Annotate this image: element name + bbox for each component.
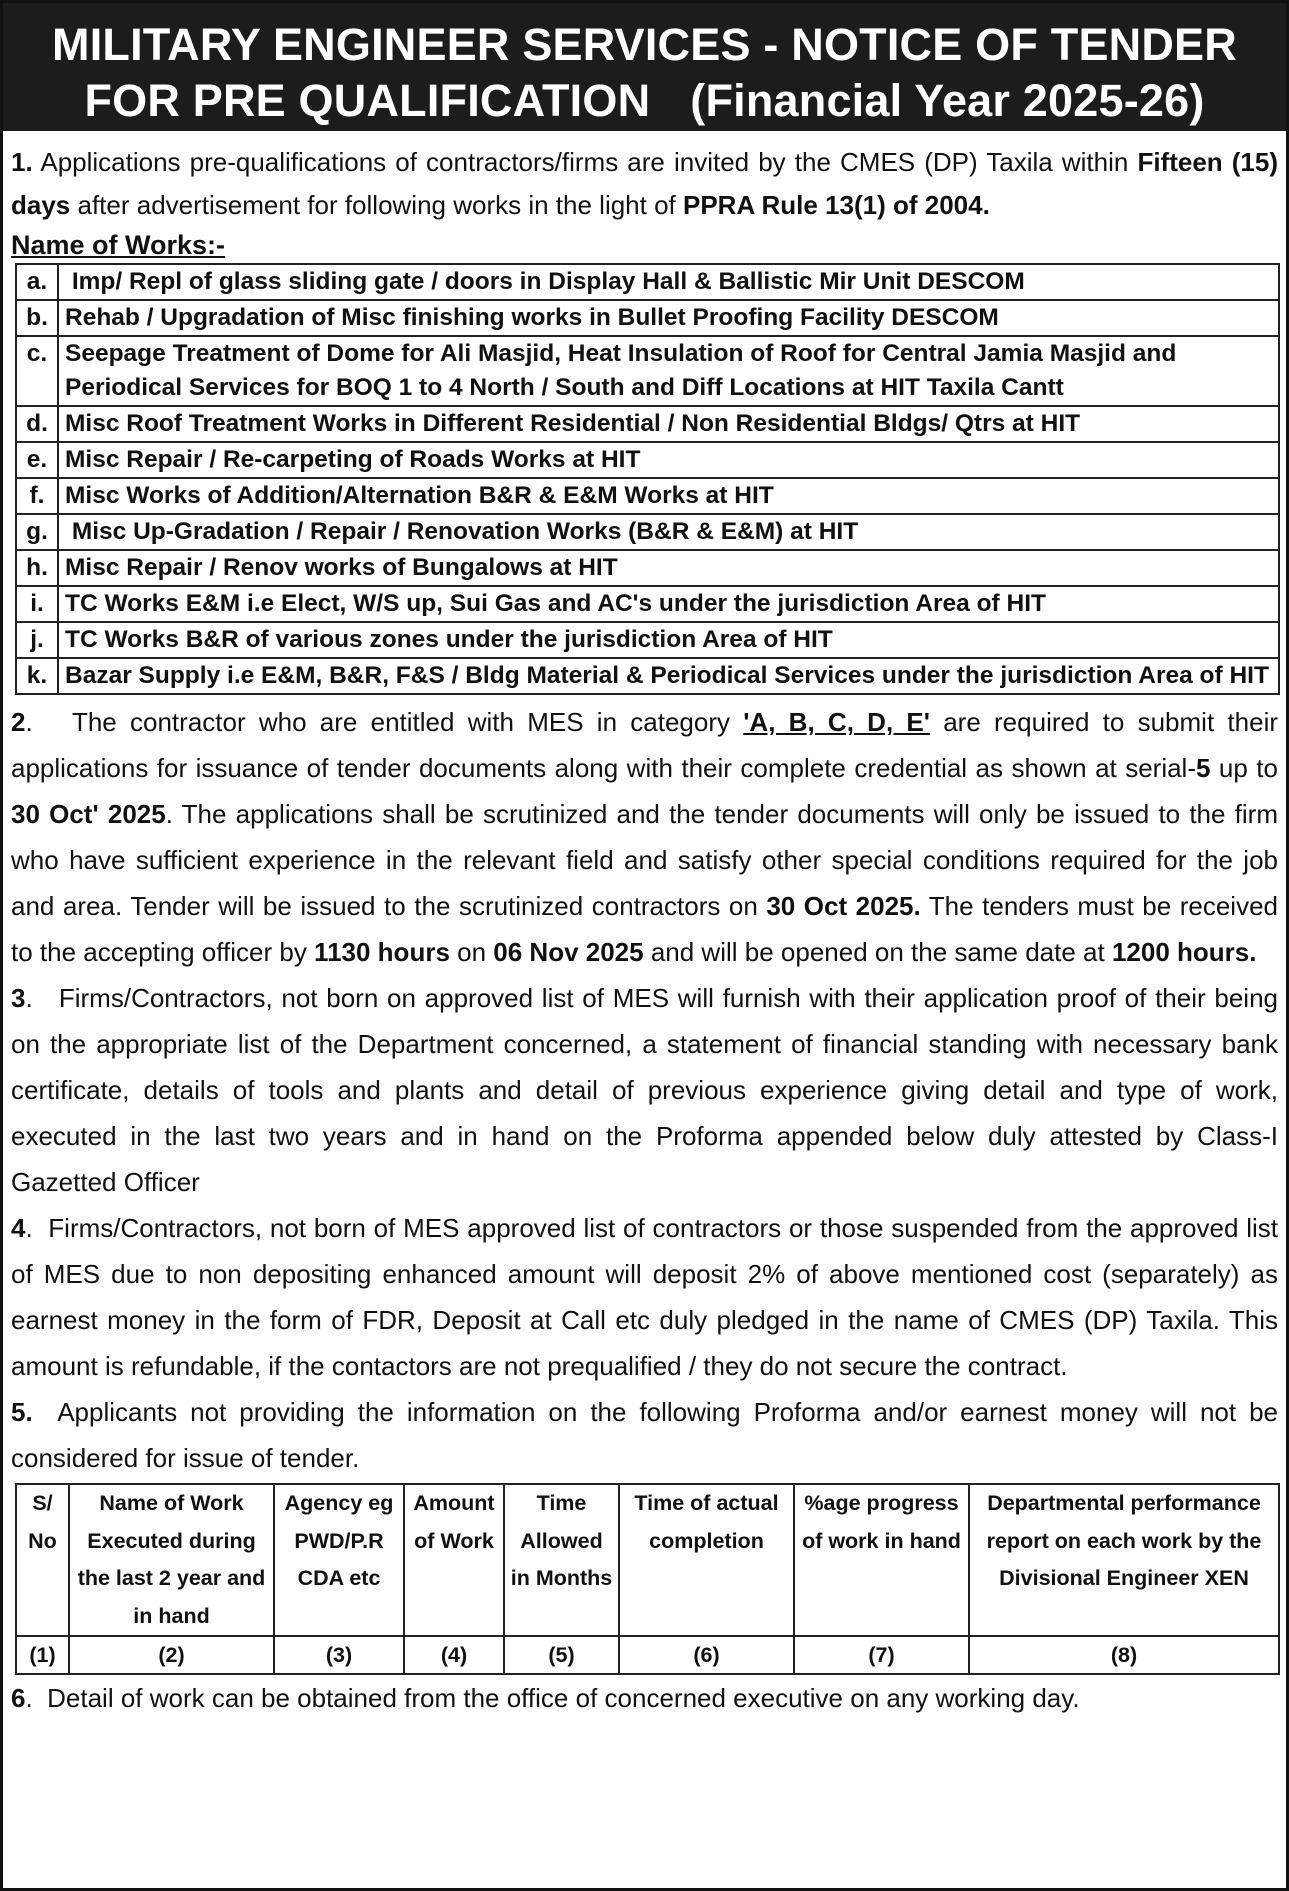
proforma-column-header: Departmental performance report on each work by the Divisional Engineer XEN — [969, 1484, 1279, 1636]
proforma-column-number: (5) — [504, 1636, 619, 1674]
proforma-column-number: (1) — [16, 1636, 69, 1674]
header-title-prequalification: FOR PRE QUALIFICATION — [84, 75, 651, 126]
paragraph-4 — [11, 1205, 1286, 1389]
work-item-row — [16, 514, 1279, 550]
proforma-column-number: (6) — [619, 1636, 794, 1674]
work-item-letter: a. — [16, 264, 58, 300]
works-table — [15, 263, 1280, 695]
work-item-row — [16, 586, 1279, 622]
work-item-row — [16, 406, 1279, 442]
work-item-letter: h. — [16, 550, 58, 586]
work-item-row — [16, 658, 1279, 694]
paragraph-1-deadline: Fifteen (15) days — [11, 147, 1278, 220]
work-item-description: Seepage Treatment of Dome for Ali Masjid, Heat Insulation of Roof for Central Jamia Masjid and Periodical Services for BOQ 1 to 4 North / South and Diff Locations at HIT Taxila Cantt — [58, 336, 1279, 406]
proforma-column-number: (4) — [404, 1636, 504, 1674]
paragraph-1-text-a: Applications pre-qualifications of contractors/firms are invited by the CMES (DP) Taxila within — [32, 147, 1138, 177]
paragraph-1-number: 1. — [11, 147, 33, 177]
paragraph-2-text-g: and will be opened on the same date at — [643, 937, 1112, 967]
work-item-row — [16, 336, 1279, 406]
paragraph-2-text-c: up to — [1210, 753, 1286, 783]
header-title-line-1: MILITARY ENGINEER SERVICES - NOTICE OF TENDER — [52, 19, 1237, 70]
notice-header — [3, 3, 1286, 131]
paragraph-5 — [11, 1389, 1286, 1481]
proforma-column-number: (3) — [274, 1636, 404, 1674]
work-item-description: Misc Works of Addition/Alternation B&R & E&M Works at HIT — [58, 478, 1279, 514]
work-item-letter: e. — [16, 442, 58, 478]
work-item-letter: j. — [16, 622, 58, 658]
proforma-column-header: Time Allowed in Months — [504, 1484, 619, 1636]
work-item-letter: b. — [16, 300, 58, 336]
proforma-column-header: Agency eg PWD/P.R CDA etc — [274, 1484, 404, 1636]
work-item-description: Misc Up-Gradation / Repair / Renovation Works (B&R & E&M) at HIT — [58, 514, 1279, 550]
paragraph-2-text-f: on — [449, 937, 494, 967]
paragraph-2 — [11, 699, 1286, 975]
paragraph-2-opening-time: 1200 hours. — [1111, 937, 1257, 967]
work-item-letter: k. — [16, 658, 58, 694]
paragraph-3 — [11, 975, 1286, 1205]
paragraph-6 — [11, 1675, 1278, 1721]
proforma-column-header: Name of Work Executed during the last 2 year and in hand — [69, 1484, 274, 1636]
work-item-description: TC Works B&R of various zones under the jurisdiction Area of HIT — [58, 622, 1279, 658]
paragraph-2-text-b: are required to submit their applications for issuance of tender documents along with their complete credential as shown at serial- — [11, 707, 1286, 783]
notice-body — [3, 131, 1286, 1721]
paragraph-1 — [11, 141, 1278, 227]
work-item-description: Misc Repair / Re-carpeting of Roads Works at HIT — [58, 442, 1279, 478]
work-item-row — [16, 300, 1279, 336]
works-heading: Name of Works:- — [11, 230, 226, 260]
proforma-header-row — [16, 1484, 1279, 1636]
paragraph-3-text: . Firms/Contractors, not born on approved list of MES will furnish with their application proof of their being on the appropriate list of the Department concerned, a statement of financial standing with necessary bank certificate, details of tools and plants and detail of previous experience giving detail and type of work, executed in the last two years and in hand on the Proforma appended below duly attested by Class-I Gazetted Officer — [11, 983, 1286, 1197]
paragraph-4-number: 4 — [11, 1213, 26, 1243]
paragraph-2-application-date: 30 Oct' 2025 — [11, 799, 166, 829]
proforma-table — [15, 1483, 1280, 1675]
work-item-letter: g. — [16, 514, 58, 550]
paragraph-2-number: 2 — [11, 707, 26, 737]
paragraph-6-number: 6 — [11, 1683, 26, 1713]
paragraph-1-text-b: after advertisement for following works in the light of — [70, 190, 683, 220]
proforma-column-header: %age progress of work in hand — [794, 1484, 969, 1636]
work-item-letter: i. — [16, 586, 58, 622]
proforma-column-number: (2) — [69, 1636, 274, 1674]
work-item-letter: f. — [16, 478, 58, 514]
header-financial-year: (Financial Year 2025-26) — [690, 75, 1205, 126]
work-item-row — [16, 478, 1279, 514]
proforma-column-header: Amount of Work — [404, 1484, 504, 1636]
work-item-row — [16, 442, 1279, 478]
proforma-column-number: (8) — [969, 1636, 1279, 1674]
paragraph-5-number: 5. — [11, 1397, 33, 1427]
paragraph-2-receive-date: 06 Nov 2025 — [493, 937, 644, 967]
paragraph-4-text: . Firms/Contractors, not born of MES approved list of contractors or those suspended from the approved list of MES due to non depositing enhanced amount will deposit 2% of above mentioned cost (separately) as earnest money in the form of FDR, Deposit at Call etc duly pledged in the name of CMES (DP) Taxila. This amount is refundable, if the contactors are not prequalified / they do not secure the contract. — [11, 1213, 1286, 1381]
proforma-column-header: S/ No — [16, 1484, 69, 1636]
work-item-description: Bazar Supply i.e E&M, B&R, F&S / Bldg Material & Periodical Services under the jurisdiction Area of HIT — [58, 658, 1279, 694]
proforma-column-header: Time of actual completion — [619, 1484, 794, 1636]
paragraph-2-serial: 5 — [1196, 753, 1211, 783]
paragraph-2-issue-date: 30 Oct 2025. — [766, 891, 921, 921]
paragraph-2-text-a: . The contractor who are entitled with MES in category — [25, 707, 744, 737]
paragraph-3-number: 3 — [11, 983, 26, 1013]
work-item-row — [16, 622, 1279, 658]
proforma-number-row — [16, 1636, 1279, 1674]
work-item-row — [16, 264, 1279, 300]
paragraph-1-rule: PPRA Rule 13(1) of 2004. — [683, 190, 990, 220]
work-item-description: Misc Repair / Renov works of Bungalows at HIT — [58, 550, 1279, 586]
paragraph-2-text-d: . The applications shall be scrutinized and the tender documents will only be issued to the firm who have sufficient experience in the relevant field and satisfy other special conditions required for the job and area. Tender will be issued to the scrutinized contractors on — [11, 799, 1286, 921]
work-item-description: Imp/ Repl of glass sliding gate / doors in Display Hall & Ballistic Mir Unit DESCOM — [58, 264, 1279, 300]
work-item-letter: d. — [16, 406, 58, 442]
paragraph-6-text: . Detail of work can be obtained from the office of concerned executive on any working day. — [25, 1683, 1080, 1713]
work-item-row — [16, 550, 1279, 586]
paragraph-5-text: Applicants not providing the information on the following Proforma and/or earnest money will not be considered for issue of tender. — [11, 1397, 1286, 1473]
paragraph-2-categories: 'A, B, C, D, E' — [743, 707, 930, 737]
paragraph-2-text-e: The tenders must be received to the accepting officer by — [11, 891, 1286, 967]
work-item-description: Rehab / Upgradation of Misc finishing works in Bullet Proofing Facility DESCOM — [58, 300, 1279, 336]
work-item-description: Misc Roof Treatment Works in Different Residential / Non Residential Bldgs/ Qtrs at HIT — [58, 406, 1279, 442]
work-item-letter: c. — [16, 336, 58, 406]
work-item-description: TC Works E&M i.e Elect, W/S up, Sui Gas and AC's under the jurisdiction Area of HIT — [58, 586, 1279, 622]
header-title-line-2 — [13, 73, 1276, 129]
paragraph-2-receive-time: 1130 hours — [314, 937, 450, 967]
proforma-column-number: (7) — [794, 1636, 969, 1674]
